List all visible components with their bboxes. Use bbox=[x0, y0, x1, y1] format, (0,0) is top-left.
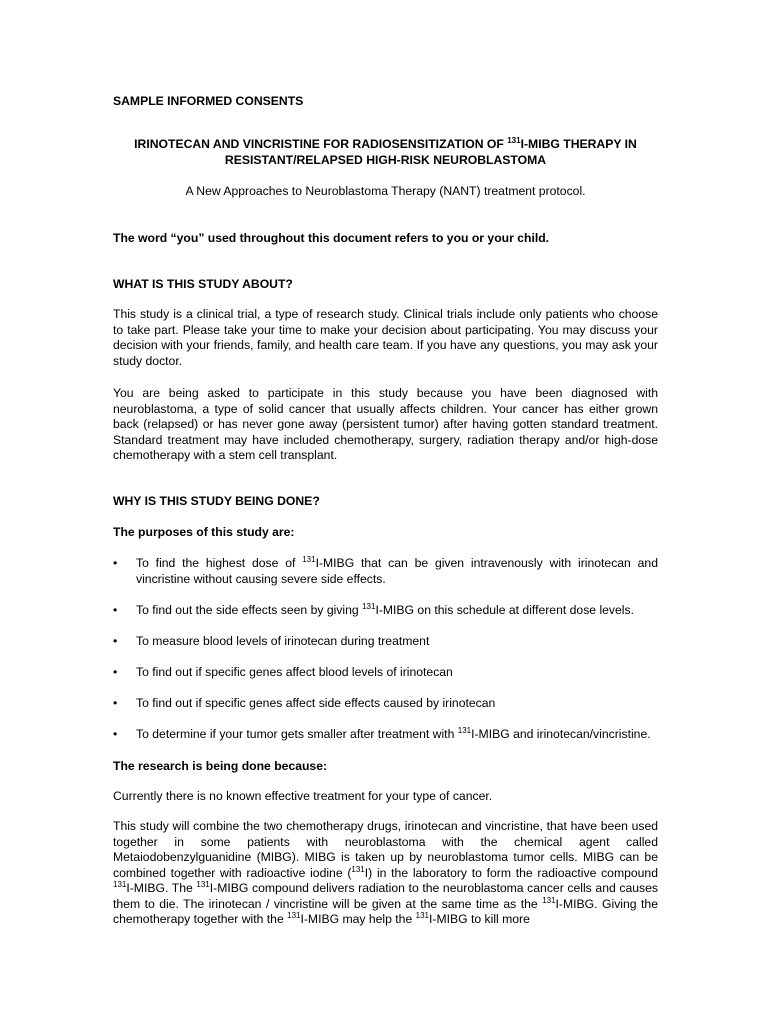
purposes-heading: The purposes of this study are: bbox=[113, 525, 295, 539]
bullet-icon: • bbox=[113, 603, 118, 617]
combine-paragraph: This study will combine the two chemotherapy drugs, irinotecan and vincristine, that have been used together in some patients with neuroblastoma with the chemical agent called Metaiodobenzylguanidine (MIBG). MIBG is taken up by neuroblastoma tumor cells. MIBG can be combined together with radioactive iodine ($^{131}$I) in the laboratory to form the radioactive compound $^{131}$I-MIBG. The $^{131}$I-MIBG compound delivers radiation to the neuroblastoma cancer cells and causes them to die. The irinotecan / vincristine will be given at the same time as the $^{131}$I-MIBG. Giving the chemotherapy together with the $^{131}$I-MIBG may help the $^{131}$I-MIBG to kill more bbox=[113, 819, 658, 926]
about-heading: WHAT IS THIS STUDY ABOUT? bbox=[113, 277, 293, 291]
about-paragraph-1: This study is a clinical trial, a type of research study. Clinical trials include only patients who choose to take part. Please take your time to make your decision about participating. You may discuss your decision with your friends, family, and health care team. If you have any questions, you may ask your study doctor. bbox=[113, 307, 658, 368]
because-text: Currently there is no known effective treatment for your type of cancer. bbox=[113, 789, 493, 803]
title-sup: 131 bbox=[507, 136, 521, 145]
purpose-text: To find out the side effects seen by giving $^{131}$I-MIBG on this schedule at different dose levels. bbox=[136, 602, 634, 617]
about-paragraph-2: You are being asked to participate in this study because you have been diagnosed with neuroblastoma, a type of solid cancer that usually affects children. Your cancer has either grown back (relapsed) or has never gone away (persistent tumor) after having gotten standard treatment. Standard treatment may have included chemotherapy, surgery, radiation therapy and/or high-dose chemotherapy with a stem cell transplant. bbox=[113, 386, 658, 462]
document-title bbox=[113, 137, 658, 168]
purpose-text: To determine if your tumor gets smaller after treatment with $^{131}$I-MIBG and irinotecan/vincristine. bbox=[136, 726, 651, 741]
because-heading: The research is being done because: bbox=[113, 759, 328, 773]
why-heading: WHY IS THIS STUDY BEING DONE? bbox=[113, 494, 320, 508]
document-subtitle: A New Approaches to Neuroblastoma Therapy (NANT) treatment protocol. bbox=[185, 184, 586, 198]
bullet-icon: • bbox=[113, 696, 118, 710]
purpose-text: To find out if specific genes affect blood levels of irinotecan bbox=[136, 665, 453, 679]
document-header: SAMPLE INFORMED CONSENTS bbox=[113, 94, 304, 108]
bullet-icon: • bbox=[113, 727, 118, 741]
title-suffix: I-MIBG THERAPY IN bbox=[520, 137, 637, 151]
title-line2: RESISTANT/RELAPSED HIGH-RISK NEUROBLASTOMA bbox=[224, 152, 547, 167]
title-prefix: IRINOTECAN AND VINCRISTINE FOR RADIOSENSITIZATION OF bbox=[134, 137, 504, 151]
purpose-text: To find the highest dose of $^{131}$I-MIBG that can be given intravenously with irinotecan and vincristine without causing severe side effects. bbox=[136, 555, 658, 586]
you-definition-note: The word “you” used throughout this document refers to you or your child. bbox=[113, 231, 550, 245]
bullet-icon: • bbox=[113, 634, 118, 648]
bullet-icon: • bbox=[113, 665, 118, 679]
purpose-text: To find out if specific genes affect side effects caused by irinotecan bbox=[136, 696, 496, 710]
purpose-text: To measure blood levels of irinotecan during treatment bbox=[136, 634, 430, 648]
bullet-icon: • bbox=[113, 556, 118, 570]
